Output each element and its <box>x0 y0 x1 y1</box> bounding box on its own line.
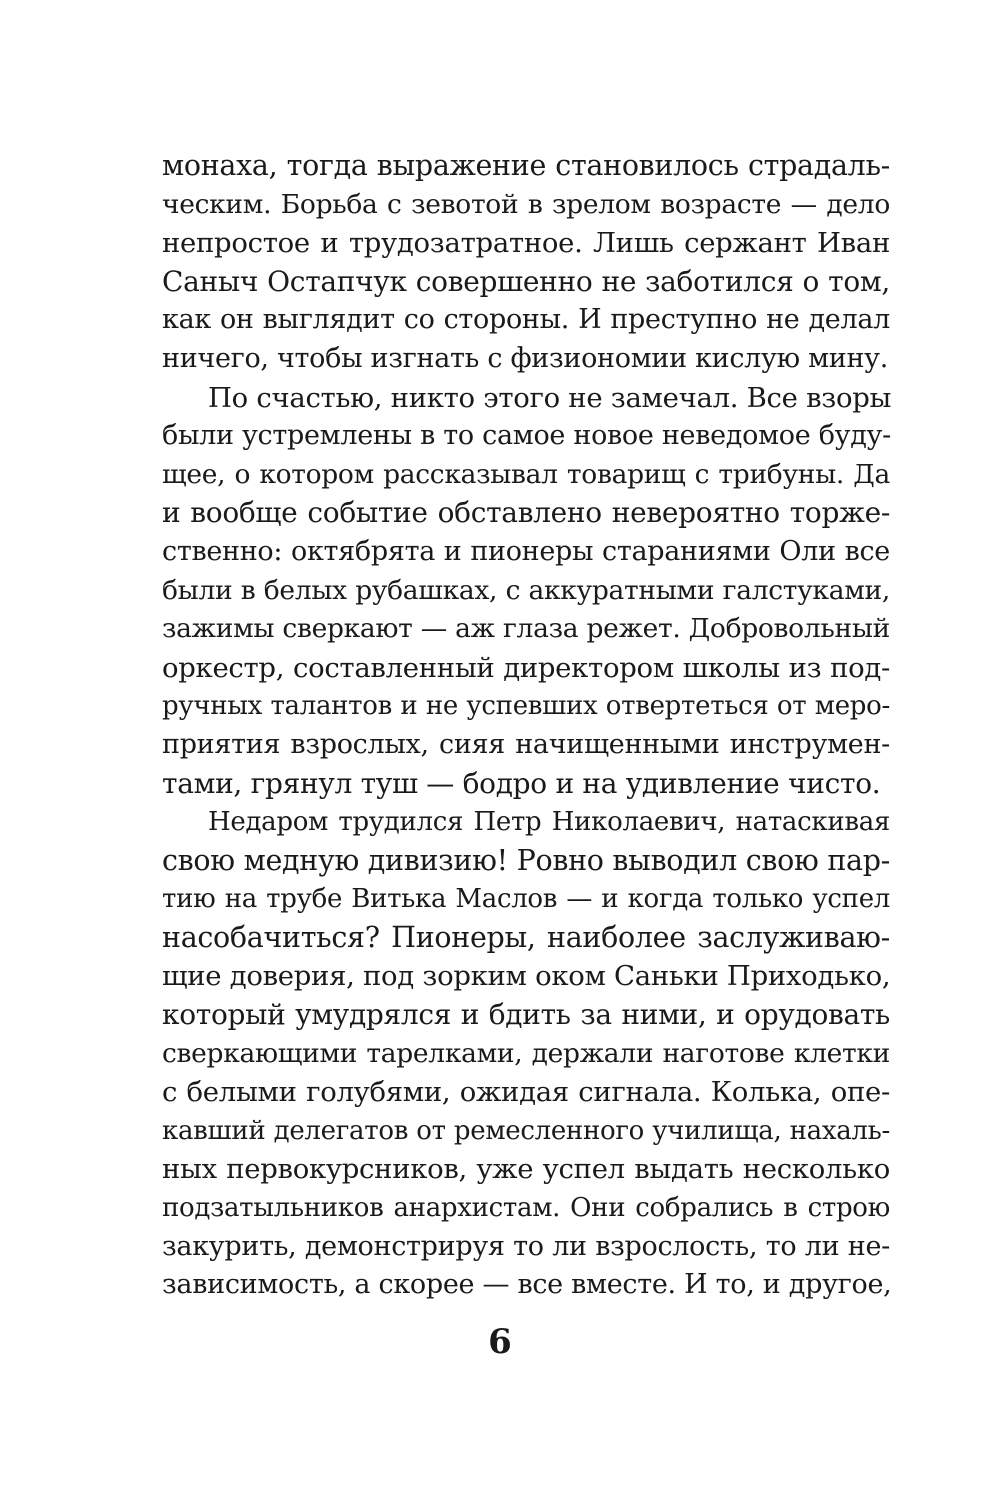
text-line: Саныч Остапчук совершенно не заботился о том, <box>162 264 890 298</box>
text-line: тами, грянул туш — бодро и на удивление чисто. <box>162 766 881 800</box>
text-line: сверкающими тарелками, держали наготове клетки <box>162 1037 890 1069</box>
text-line: подзатыльников анархистам. Они собрались в строю <box>162 1193 890 1224</box>
text-line: оркестр, составленный директором школы из под- <box>162 651 890 684</box>
text-line: кавший делегатов от ремесленного училища, нахаль- <box>162 1115 890 1146</box>
text-line: закурить, демонстрируя то ли взрослость, то ли не- <box>162 1230 890 1262</box>
text-line: были в белых рубашках, с аккуратными галстуками, <box>162 574 890 606</box>
text-line: который умудрялся и бдить за ними, и орудовать <box>162 998 890 1032</box>
text-line: По счастью, никто этого не замечал. Все взоры <box>208 381 892 414</box>
text-line: зажимы сверкают — аж глаза режет. Добровольный <box>162 613 890 645</box>
text-line: ственно: октябрята и пионеры стараниями Оли все <box>162 535 890 567</box>
text-line: насобачиться? Пионеры, наиболее заслуживаю- <box>162 920 890 954</box>
page-number: 6 <box>488 1322 512 1362</box>
text-line: ных первокурсников, уже успел выдать несколько <box>162 1153 890 1186</box>
text-line: ческим. Борьба с зевотой в зрелом возрасте — дело <box>162 188 890 220</box>
text-line: были устремлены в то самое новое неведомое буду- <box>162 420 891 452</box>
text-line: зависимость, а скорее — все вместе. И то, и другое, <box>162 1269 892 1301</box>
text-line: непростое и трудозатратное. Лишь сержант Иван <box>162 227 890 260</box>
text-line: ничего, чтобы изгнать с физиономии кислую мину. <box>162 342 889 374</box>
text-line: свою медную дивизию! Ровно выводил свою пар- <box>162 843 890 877</box>
text-line: с белыми голубями, ожидая сигнала. Колька, опе- <box>162 1076 890 1109</box>
text-line: тию на трубе Витька Маслов — и когда только успел <box>162 884 890 915</box>
text-line: ручных талантов и не успевших отвертеться от меро- <box>162 691 890 722</box>
text-line: и вообще событие обставлено невероятно торже- <box>162 496 890 530</box>
text-line: щие доверия, под зорким оком Саньки Приходько, <box>162 960 891 993</box>
text-line: приятия взрослых, сияя начищенными инструмен- <box>162 728 890 760</box>
text-line: монаха, тогда выражение становилось страдаль- <box>162 149 890 182</box>
text-line: щее, о котором рассказывал товарищ с трибуны. Да <box>162 458 890 490</box>
body-text <box>162 147 890 1305</box>
text-line: как он выглядит со стороны. И преступно не делал <box>162 304 890 336</box>
text-line: Недаром трудился Петр Николаевич, натаскивая <box>208 807 890 838</box>
